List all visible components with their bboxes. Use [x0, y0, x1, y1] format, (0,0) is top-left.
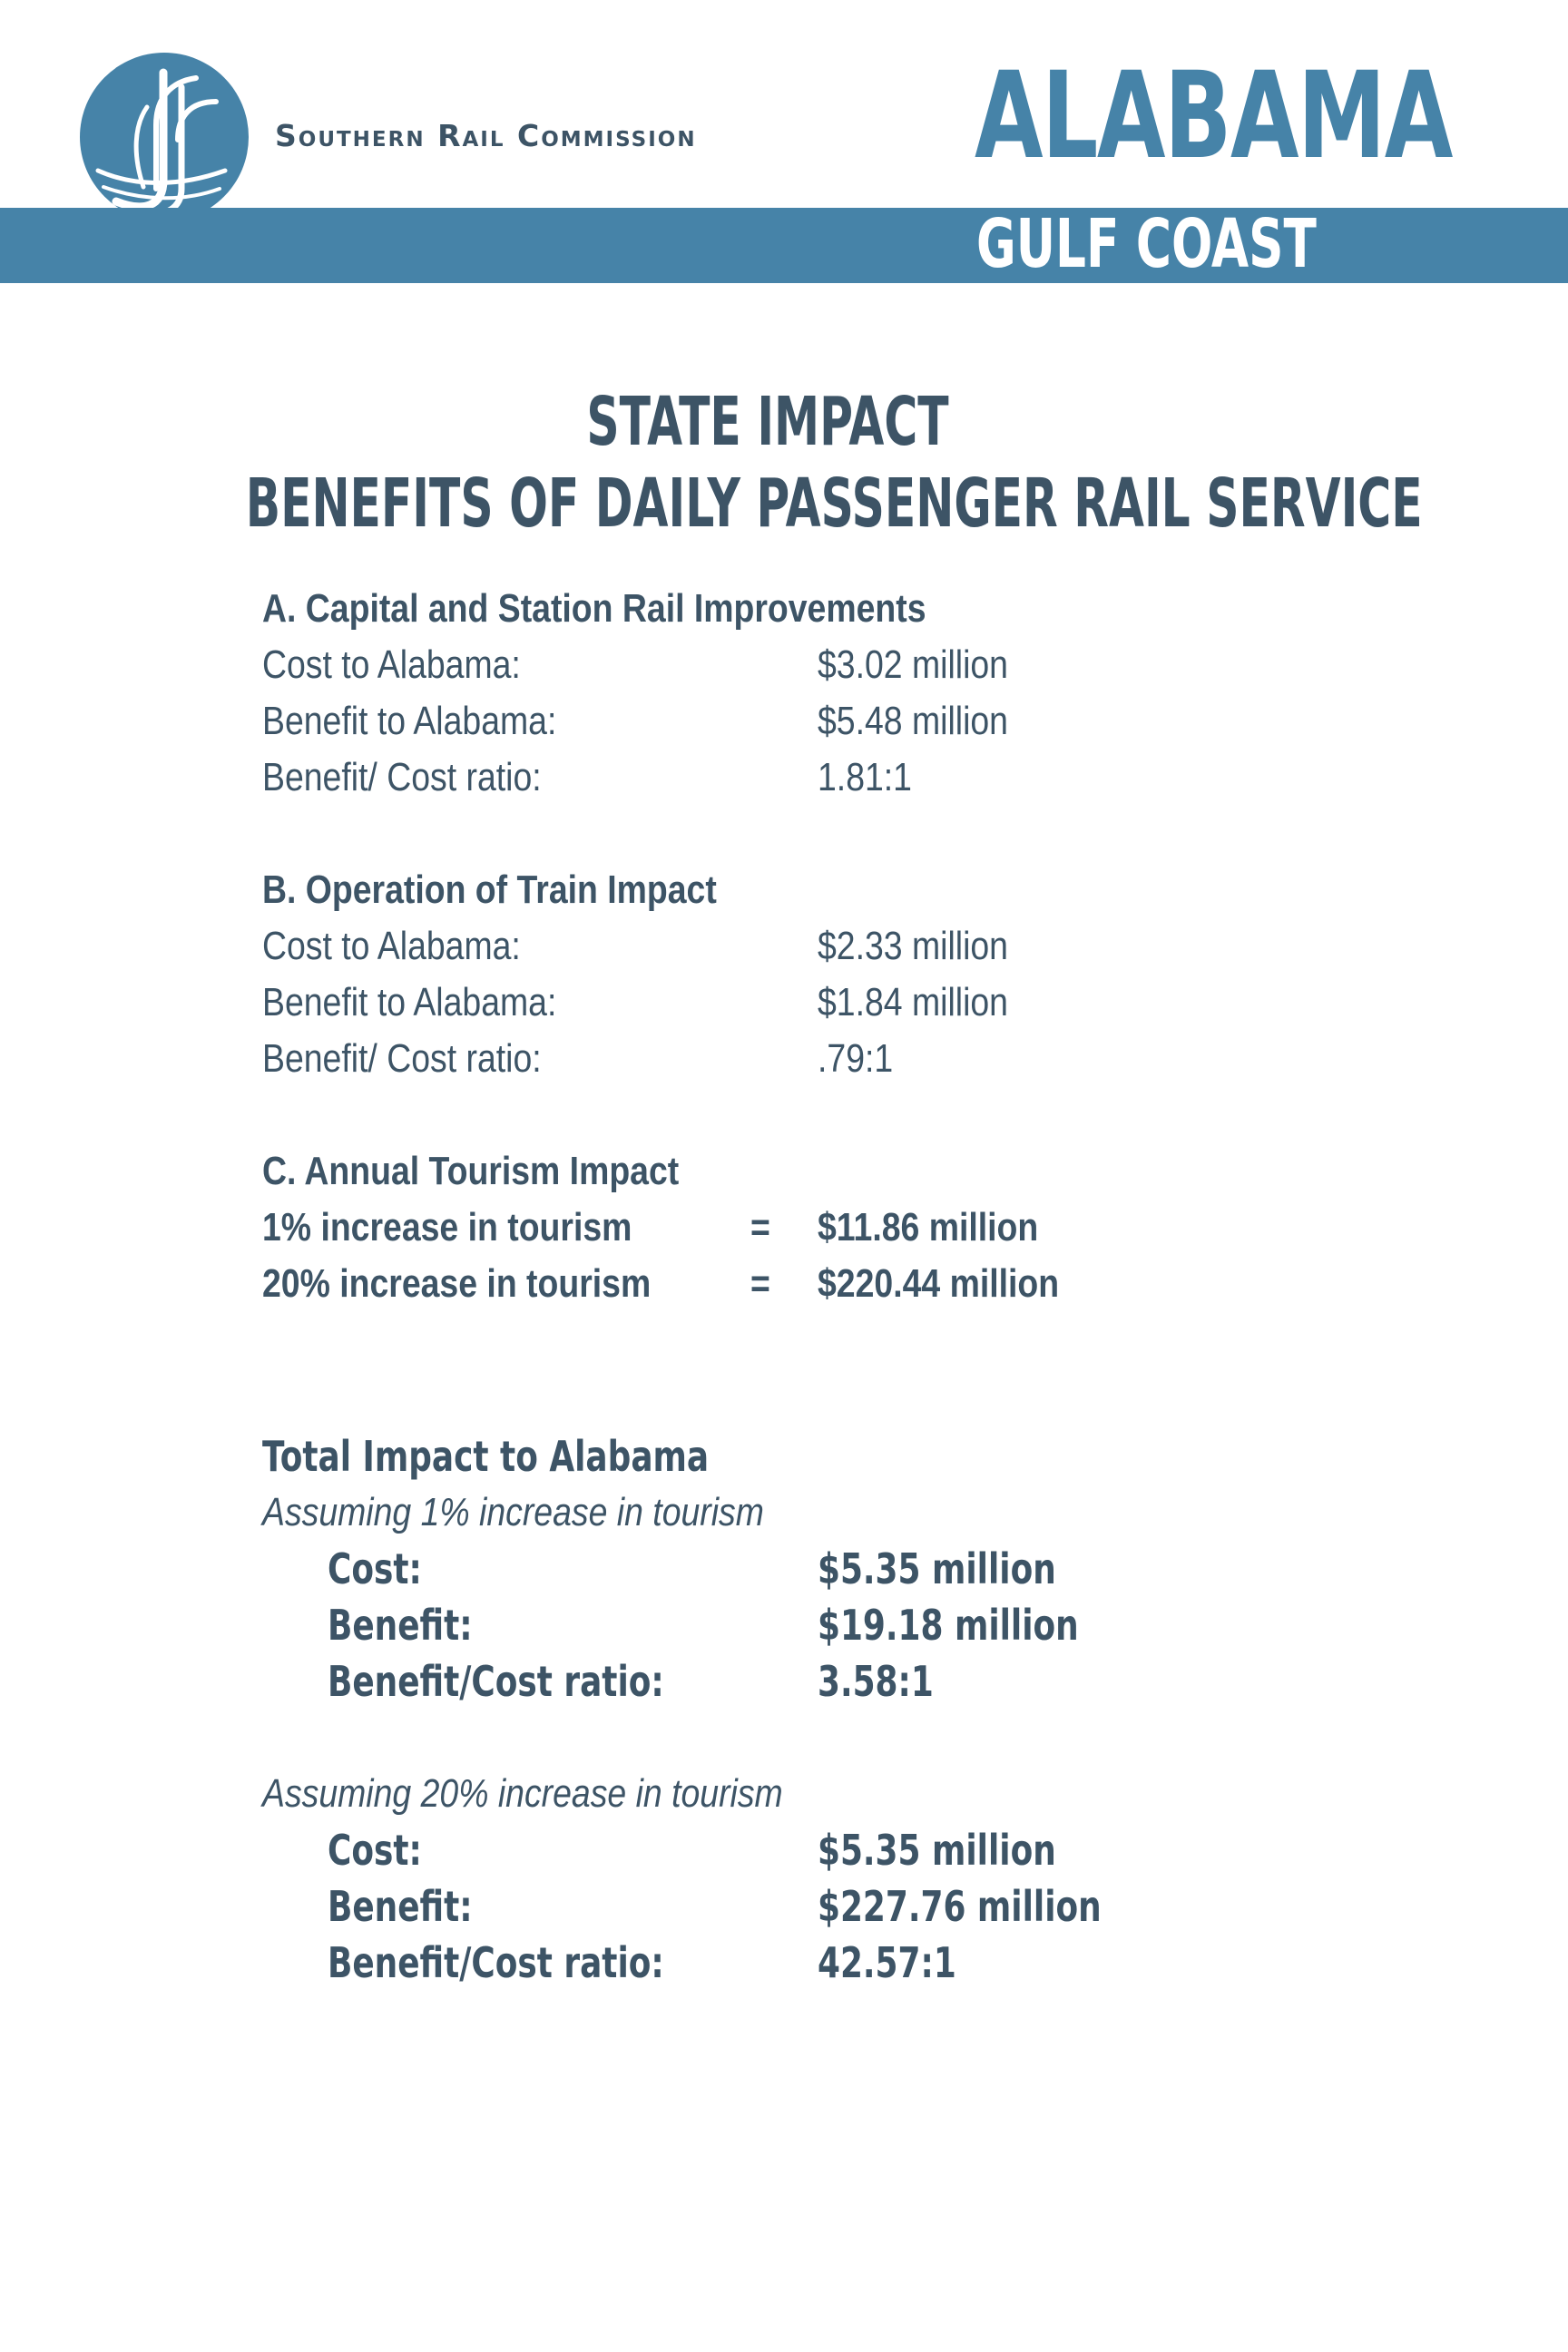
section-capital-improvements	[262, 581, 1442, 806]
total-heading: Total Impact to Alabama	[262, 1432, 710, 1481]
row-value: 1.81:1	[818, 755, 912, 799]
row-value: $5.35 million	[818, 1826, 1056, 1875]
row-value: $19.18 million	[818, 1601, 1079, 1650]
section-heading: B. Operation of Train Impact	[262, 867, 717, 912]
region-name: GULF COAST	[976, 205, 1317, 283]
row-label: Benefit/Cost ratio:	[328, 1938, 664, 1987]
org-name: Southern Rail Commission	[275, 118, 697, 153]
header-band	[0, 205, 1568, 283]
section-train-operation	[262, 862, 1442, 1087]
row-value: $1.84 million	[818, 980, 1008, 1024]
list-item	[262, 1256, 1442, 1312]
list-item	[262, 637, 1442, 693]
row-label: Benefit/ Cost ratio:	[262, 1036, 542, 1081]
equals-sign: =	[750, 1205, 770, 1250]
row-label: Benefit/Cost ratio:	[328, 1657, 664, 1706]
row-value: $11.86 million	[818, 1205, 1039, 1250]
scenario-caption	[262, 1766, 1442, 1822]
section-tourism-impact	[262, 1143, 1442, 1312]
row-label: 1% increase in tourism	[262, 1205, 632, 1250]
section-heading	[262, 1428, 1442, 1485]
row-label: Cost to Alabama:	[262, 642, 521, 687]
section-total-impact	[262, 1428, 1442, 1991]
section-heading: C. Annual Tourism Impact	[262, 1149, 680, 1193]
row-value: $5.48 million	[818, 699, 1008, 743]
row-label: Cost:	[328, 1826, 422, 1875]
spacer	[262, 1710, 1442, 1766]
row-label: Benefit:	[328, 1882, 473, 1931]
impact-content	[262, 581, 1442, 1991]
list-item	[262, 750, 1442, 806]
list-item	[262, 1822, 1442, 1878]
equals-sign: =	[750, 1261, 770, 1306]
list-item	[262, 975, 1442, 1031]
list-item	[262, 693, 1442, 750]
row-label: Benefit:	[328, 1601, 473, 1650]
row-value: $220.44 million	[818, 1261, 1060, 1306]
scenario-caption	[262, 1485, 1442, 1541]
row-label: Benefit to Alabama:	[262, 699, 557, 743]
src-logo-icon	[80, 53, 249, 221]
row-value: 3.58:1	[818, 1657, 934, 1706]
page-title	[0, 381, 1535, 544]
row-label: Cost to Alabama:	[262, 924, 521, 968]
state-name: ALABAMA	[975, 46, 1452, 186]
scenario-2-caption: Assuming 20% increase in tourism	[262, 1771, 783, 1816]
section-heading: A. Capital and Station Rail Improvements	[262, 586, 926, 631]
list-item	[262, 1031, 1442, 1087]
row-value: .79:1	[818, 1036, 894, 1081]
list-item	[262, 1541, 1442, 1597]
list-item	[262, 1653, 1442, 1710]
row-label: Benefit/ Cost ratio:	[262, 755, 542, 799]
row-label: Cost:	[328, 1544, 422, 1593]
scenario-1-caption: Assuming 1% increase in tourism	[262, 1490, 764, 1534]
row-value: $5.35 million	[818, 1544, 1056, 1593]
title-line-2: BENEFITS OF DAILY PASSENGER RAIL SERVICE	[245, 465, 1423, 543]
list-item	[262, 1935, 1442, 1991]
title-line-1: STATE IMPACT	[586, 383, 949, 461]
row-value: 42.57:1	[818, 1938, 956, 1987]
list-item	[262, 918, 1442, 975]
row-label: Benefit to Alabama:	[262, 980, 557, 1024]
list-item	[262, 1878, 1442, 1935]
row-value: $227.76 million	[818, 1882, 1102, 1931]
list-item	[262, 1597, 1442, 1653]
row-value: $2.33 million	[818, 924, 1008, 968]
list-item	[262, 1200, 1442, 1256]
row-label: 20% increase in tourism	[262, 1261, 652, 1306]
row-value: $3.02 million	[818, 642, 1008, 687]
